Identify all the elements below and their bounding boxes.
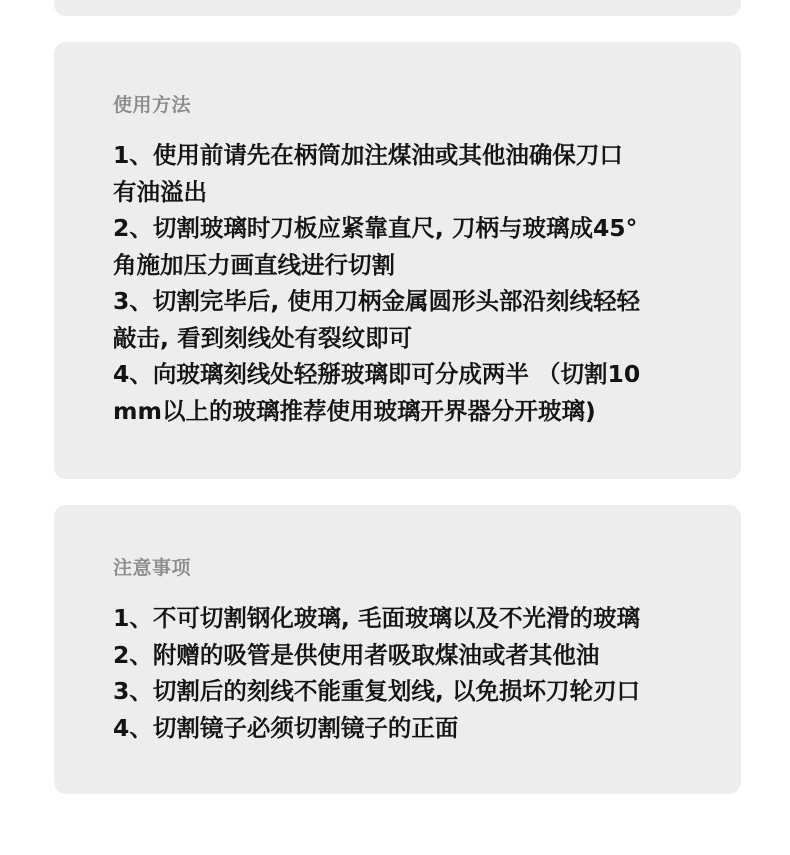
precaution-line: 3、切割后的刻线不能重复划线, 以免损坏刀轮刃口 [113,677,640,705]
usage-section-title: 使用方法 [113,94,192,116]
previous-section-card [54,0,741,16]
usage-instructions-card [54,42,741,479]
usage-line: 角施加压力画直线进行切割 [113,250,395,279]
usage-line: 1、使用前请先在柄筒加注煤油或其他油确保刀口 [113,141,623,169]
precaution-line: 4、切割镜子必须切割镜子的正面 [113,713,459,742]
usage-line: 3、切割完毕后, 使用刀柄金属圆形头部沿刻线轻轻 [113,287,640,315]
precautions-section-title: 注意事项 [113,557,192,579]
usage-line: mm以上的玻璃推荐使用玻璃开界器分开玻璃) [113,396,596,425]
usage-instructions-list [113,137,698,429]
precaution-line: 1、不可切割钢化玻璃, 毛面玻璃以及不光滑的玻璃 [113,604,640,632]
usage-line: 4、向玻璃刻线处轻掰玻璃即可分成两半 （切割10 [113,360,641,388]
precautions-card [54,505,741,794]
usage-line: 2、切割玻璃时刀板应紧靠直尺, 刀柄与玻璃成45° [113,214,638,242]
precautions-list [113,600,698,746]
precaution-line: 2、附赠的吸管是供使用者吸取煤油或者其他油 [113,640,600,669]
usage-line: 有油溢出 [113,177,207,206]
usage-line: 敲击, 看到刻线处有裂纹即可 [113,323,413,352]
